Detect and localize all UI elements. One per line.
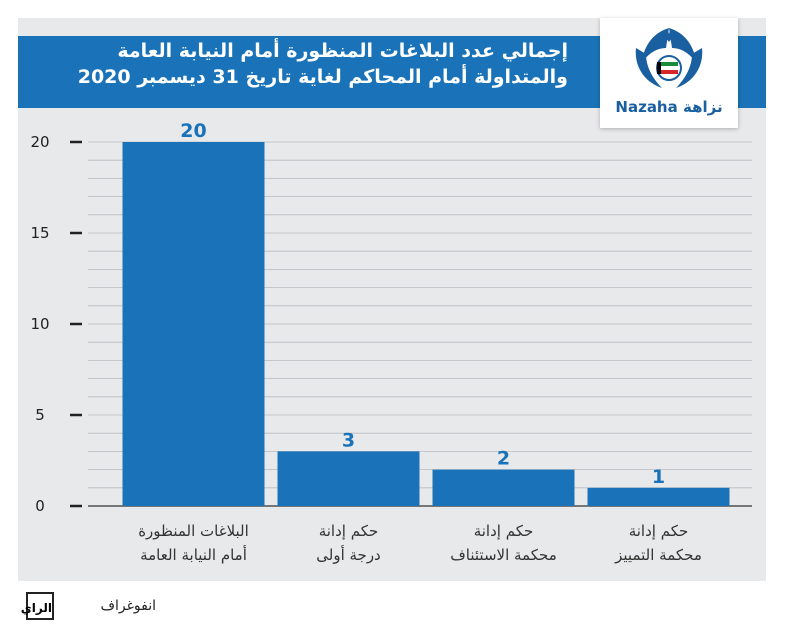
x-category-label: محكمة التمييز: [615, 546, 702, 564]
y-tick-label: 20: [30, 133, 50, 151]
x-category-label: درجة أولى: [316, 546, 381, 564]
x-category-label: حكم إدانة: [628, 522, 689, 540]
bar: [433, 470, 575, 506]
x-category-label: حكم إدانة: [473, 522, 534, 540]
bar-value-label: 20: [180, 120, 207, 142]
bar-value-label: 2: [496, 447, 511, 470]
y-tick-label: 15: [30, 224, 50, 242]
bar: [588, 488, 730, 506]
title-line-1: إجمالي عدد البلاغات المنظورة أمام النيابة العامة: [117, 40, 568, 62]
y-tick-label: 0: [35, 497, 45, 515]
footer-label: انفوغراف: [100, 598, 156, 614]
x-category-label: حكم إدانة: [318, 522, 379, 540]
x-category-label: البلاغات المنظورة: [138, 522, 249, 540]
alrai-logo: الراي: [26, 592, 54, 620]
logo-text: Nazaha نزاهة: [615, 98, 723, 116]
bar: [278, 451, 420, 506]
title-line-2: والمتداولة أمام المحاكم لغاية تاريخ 31 ديسمبر 2020: [77, 66, 568, 88]
bar: [123, 142, 265, 506]
y-tick-label: 5: [35, 406, 45, 424]
x-category-label: محكمة الاستئناف: [450, 546, 557, 564]
y-tick-label: 10: [30, 315, 50, 333]
bar-value-label: 3: [341, 429, 356, 452]
bar-value-label: 1: [651, 465, 666, 488]
x-category-label: أمام النيابة العامة: [140, 546, 247, 564]
footer-brand: [20, 592, 156, 622]
